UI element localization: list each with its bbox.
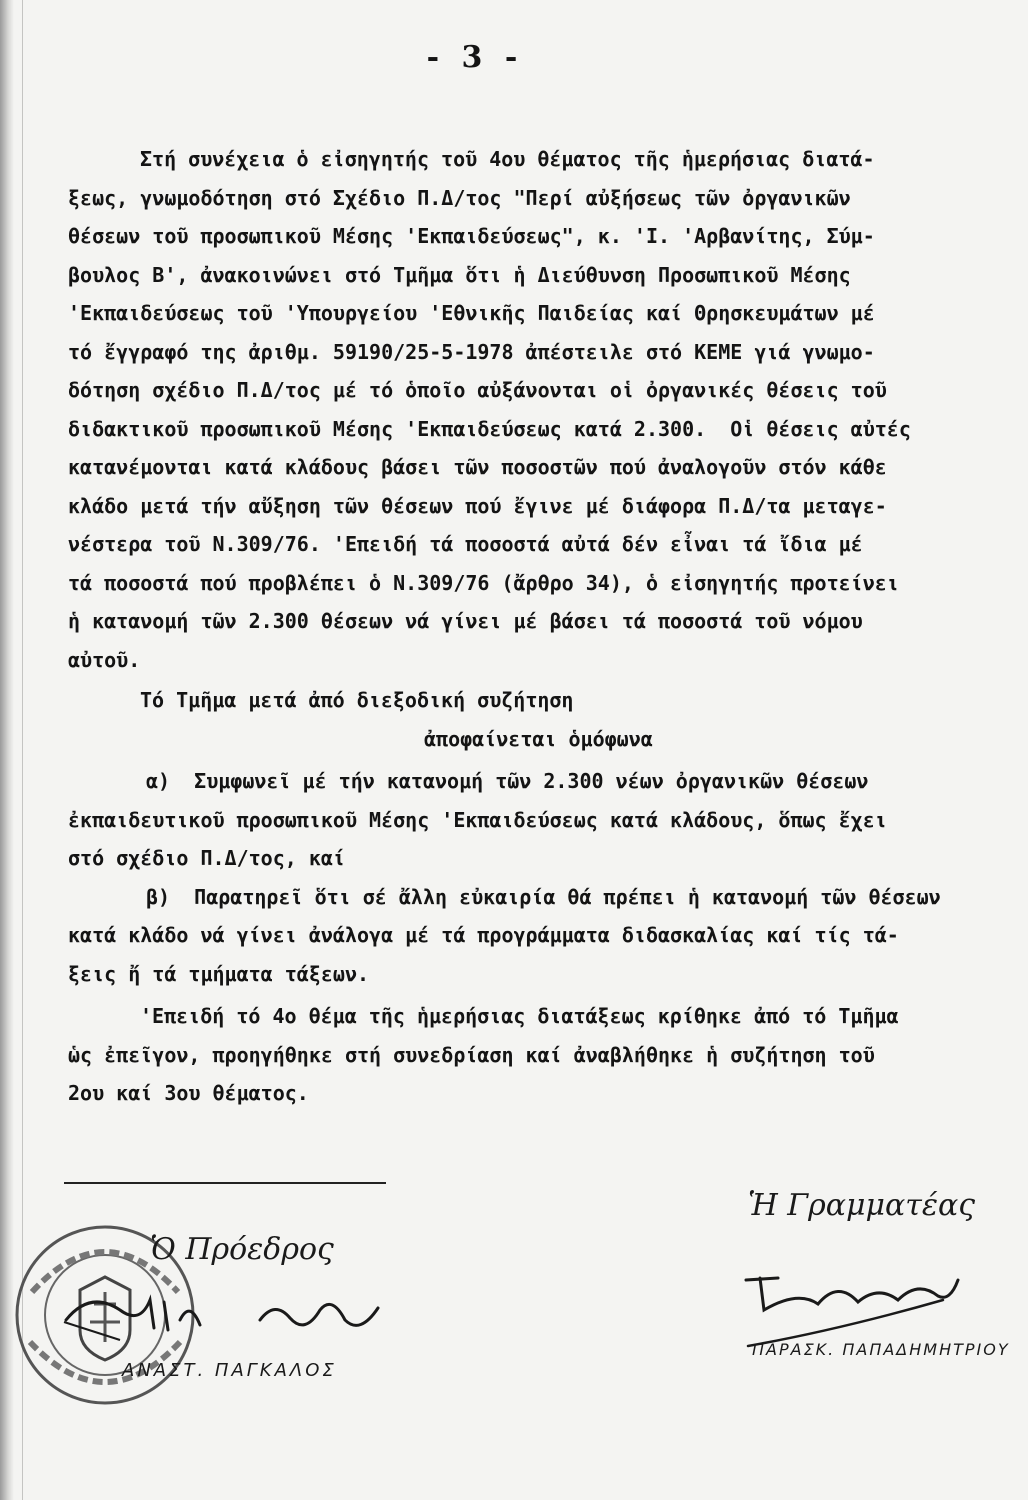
secretary-title: Ἡ Γραμματέας — [748, 1188, 976, 1223]
text-line: ξεως, γνωμοδότηση στό Σχέδιο Π.Δ/τος "Περί αὐξήσεως τῶν ὀργανικῶν — [68, 185, 851, 210]
page-number: - 3 - — [426, 40, 524, 75]
text-line: τά ποσοστά πού προβλέπει ὁ Ν.309/76 (ἄρθρο 34), ὁ εἰσηγητής προτείνει — [68, 570, 899, 595]
text-line: θέσεων τοῦ προσωπικοῦ Μέσης 'Εκπαιδεύσεως", κ. 'Ι. 'Αρβανίτης, Σύμ- — [68, 224, 875, 248]
secretary-name: ΠΑΡΑΣΚ. ΠΑΠΑΔΗΜΗΤΡΙΟΥ — [752, 1340, 1010, 1359]
text-line: 'Επειδή τό 4ο θέμα τῆς ἡμερήσιας διατάξεως κρίθηκε ἀπό τό Τμῆμα — [140, 1004, 899, 1028]
text-line: κατά κλάδο νά γίνει ἀνάλογα μέ τά προγράμματα διδασκαλίας καί τίς τά- — [68, 923, 899, 947]
text-line: στό σχέδιο Π.Δ/τος, καί — [68, 846, 345, 870]
text-line: 2ου καί 3ου θέματος. — [68, 1081, 309, 1105]
text-line: διδακτικοῦ προσωπικοῦ Μέσης 'Εκπαιδεύσεως κατά 2.300. Οἱ θέσεις αὐτές — [68, 416, 911, 441]
text-line: δότηση σχέδιο Π.Δ/τος μέ τό ὁποῖο αὐξάνονται οἱ ὀργανικές θέσεις τοῦ — [68, 378, 887, 402]
text-line: ἐκπαιδευτικοῦ προσωπικοῦ Μέσης 'Εκπαιδεύσεως κατά κλάδους, ὅπως ἔχει — [68, 807, 887, 832]
president-signature — [60, 1280, 390, 1350]
text-line: κλάδο μετά τήν αὔξηση τῶν θέσεων πού ἔγινε μέ διάφορα Π.Δ/τα μεταγε- — [68, 493, 887, 518]
president-title: Ὁ Πρόεδρος — [150, 1232, 334, 1267]
secretary-signature — [738, 1260, 968, 1350]
text-line: αὐτοῦ. — [68, 647, 141, 672]
president-name: ΑΝΑΣΤ. ΠΑΓΚΑΛΟΣ — [122, 1360, 337, 1381]
list-item-b: β) Παρατηρεῖ ὅτι σέ ἄλλη εὐκαιρία θά πρέπει ἡ κατανομή τῶν θέσεων — [146, 884, 941, 909]
text-line: ἡ κατανομή τῶν 2.300 θέσεων νά γίνει μέ βάσει τά ποσοστά τοῦ νόμου — [68, 609, 863, 633]
separator-rule — [64, 1182, 386, 1184]
text-line: ξεις ἤ τά τμήματα τάξεων. — [68, 961, 370, 986]
text-line: Στή συνέχεια ὁ εἰσηγητής τοῦ 4ου θέματος τῆς ἡμερήσιας διατά- — [140, 147, 875, 171]
list-item-a: α) Συμφωνεῖ μέ τήν κατανομή τῶν 2.300 νέων ὀργανικῶν θέσεων — [146, 769, 869, 793]
decision-heading: ἀποφαίνεται ὁμόφωνα — [424, 726, 653, 751]
text-line: Τό Τμῆμα μετά ἀπό διεξοδική συζήτηση — [140, 688, 574, 712]
document-body — [68, 140, 968, 1113]
text-line: κατανέμονται κατά κλάδους βάσει τῶν ποσοστῶν πού ἀναλογοῦν στόν κάθε — [68, 455, 887, 479]
text-line: ὡς ἐπεῖγον, προηγήθηκε στή συνεδρίαση καί ἀναβλήθηκε ἡ συζήτηση τοῦ — [68, 1042, 875, 1067]
text-line: νέστερα τοῦ Ν.309/76. 'Επειδή τά ποσοστά αὐτά δέν εἶναι τά ἴδια μέ — [68, 532, 863, 556]
text-line: 'Εκπαιδεύσεως τοῦ 'Υπουργείου 'Εθνικῆς Παιδείας καί Θρησκευμάτων μέ — [68, 301, 875, 325]
text-line: τό ἔγγραφό της ἀριθμ. 59190/25-5-1978 ἀπέστειλε στό ΚΕΜΕ γιά γνωμο- — [68, 339, 875, 364]
text-line: βουλος Β', ἀνακοινώνει στό Τμῆμα ὅτι ἡ Διεύθυνση Προσωπικοῦ Μέσης — [68, 262, 851, 287]
